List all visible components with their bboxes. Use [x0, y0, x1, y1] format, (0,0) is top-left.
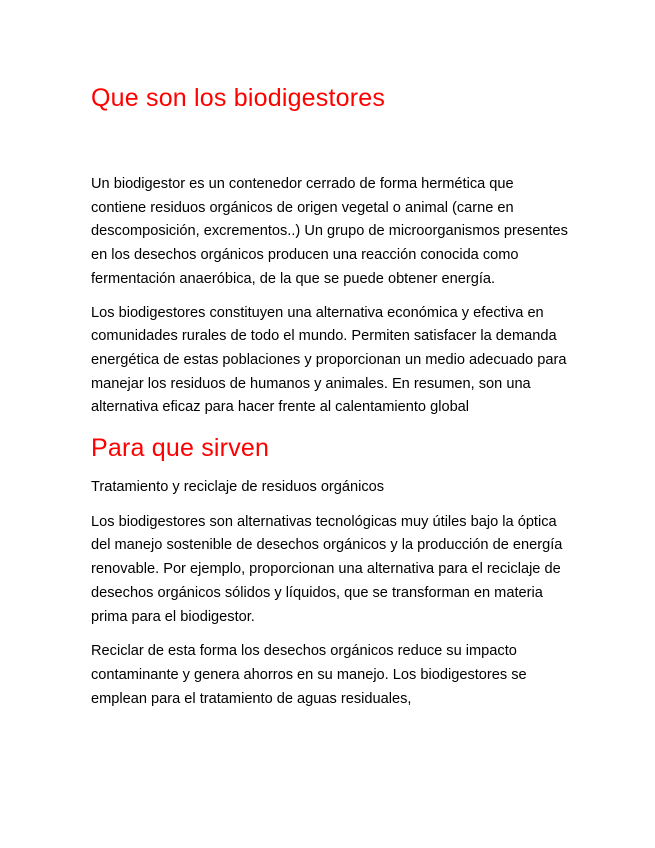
- heading-para-que-sirven: Para que sirven: [91, 434, 270, 463]
- heading-que-son-los-biodigestores: Que son los biodigestores: [91, 84, 386, 112]
- subheading-tratamiento: Tratamiento y reciclaje de residuos orgánicos: [91, 479, 385, 496]
- paragraph-definition: Un biodigestor es un contenedor cerrado de forma hermética que contiene residuos orgánicos de origen vegetal o animal (carne en descomposición, excrementos..) Un grupo de microorganismos presentes en los desechos orgánicos producen una reacción conocida como fermentación anaeróbica, de la que se puede obtener energía.: [91, 176, 568, 287]
- paragraph-benefits: Los biodigestores constituyen una alternativa económica y efectiva en comunidades rurales de todo el mundo. Permiten satisfacer la demanda energética de estas poblaciones y proporcionan un medio adecuado para manejar los residuos de humanos y animales. En resumen, son una alternativa eficaz para hacer frente al calentamiento global: [91, 304, 567, 416]
- document-body: [91, 84, 569, 711]
- paragraph-recycling: Reciclar de esta forma los desechos orgánicos reduce su impacto contaminante y genera ahorros en su manejo. Los biodigestores se emplean para el tratamiento de aguas residuales,: [91, 643, 527, 707]
- paragraph-alternatives: Los biodigestores son alternativas tecnológicas muy útiles bajo la óptica del manejo sostenible de desechos orgánicos y la producción de energía renovable. Por ejemplo, proporcionan una alternativa para el reciclaje de desechos orgánicos sólidos y líquidos, que se transforman en materia prima para el biodigestor.: [91, 513, 563, 625]
